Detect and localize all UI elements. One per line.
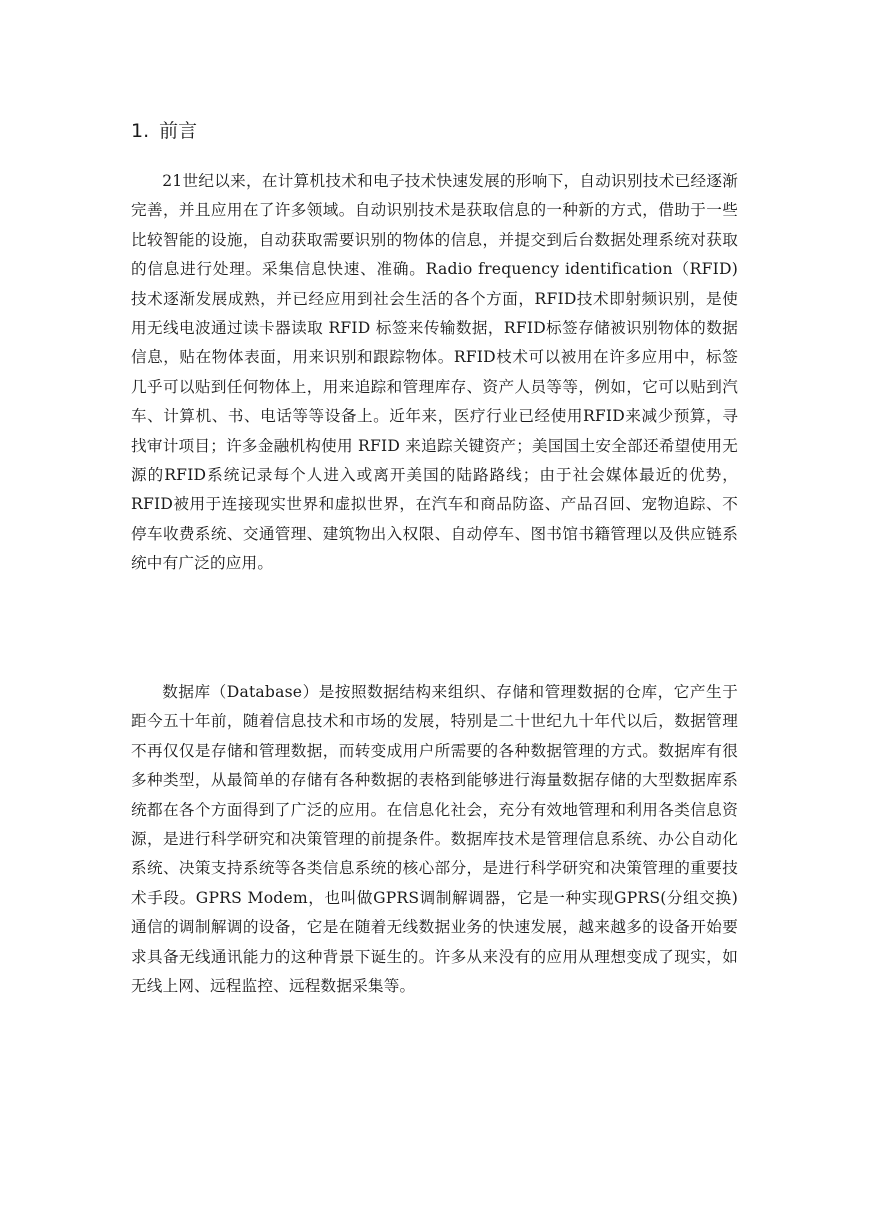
paragraph-1-block [131,167,738,579]
section-title: 前言 [159,120,198,142]
paragraph-2-block [131,678,738,1001]
paragraph-database: 数据库（Database）是按照数据结构来组织、存储和管理数据的仓库，它产生于距今五十年前，随着信息技术和市场的发展，特别是二十世纪九十年代以后，数据管理不再仅仅是存储和管理数据，而转变成用户所需要的各种数据管理的方式。数据库有很多种类型，从最简单的存储有各种数据的表格到能够进行海量数据存储的大型数据库系统都在各个方面得到了广泛的应用。在信息化社会，充分有效地管理和利用各类信息资源，是进行科学研究和决策管理的前提条件。数据库技术是管理信息系统、办公自动化系统、决策支持系统等各类信息系统的核心部分，是进行科学研究和决策管理的重要技术手段。GPRS Modem，也叫做GPRS调制解调器，它是一种实现GPRS(分组交换)通信的调制解调的设备，它是在随着无线数据业务的快速发展，越来越多的设备开始要求具备无线通讯能力的这种背景下诞生的。许多从来没有的应用从理想变成了现实，如无线上网、远程监控、远程数据采集等。 [131,683,738,996]
paragraph-rfid: 21世纪以来，在计算机技术和电子技术快速发展的形响下，自动识别技术已经逐渐完善，并且应用在了许多领域。自动识别技术是获取信息的一种新的方式，借助于一些比较智能的设施，自动获取需要识别的物体的信息，并提交到后台数据处理系统对获取的信息进行处理。采集信息快速、准确。Radio frequency identification（RFID)技术逐渐发展成熟，并已经应用到社会生活的各个方面，RFID技术即射频识别，是使用无线电波通过读卡器读取 RFID 标签来传输数据，RFID标签存储被识别物体的数据信息，贴在物体表面，用来识别和跟踪物体。RFID枝术可以被用在许多应用中，标签几乎可以贴到任何物体上，用来追踪和管理库存、资产人员等等，例如，它可以贴到汽车、计算机、书、电话等等设备上。近年来，医疗行业已经使用RFID来减少预算，寻找审计项目；许多金融机构使用 RFID 来追踪关键资产；美国国土安全部还希望使用无源的RFID系统记录每个人进入或离开美国的陆路路线；由于社会媒体最近的优势，RFID被用于连接现实世界和虚拟世界，在汽车和商品防盗、产品召回、宠物追踪、不停车收费系统、交通管理、建筑物出入权限、自动停车、图书馆书籍管理以及供应链系统中有广泛的应用。 [131,172,738,573]
section-number: 1. [131,120,150,142]
section-heading [131,118,197,144]
